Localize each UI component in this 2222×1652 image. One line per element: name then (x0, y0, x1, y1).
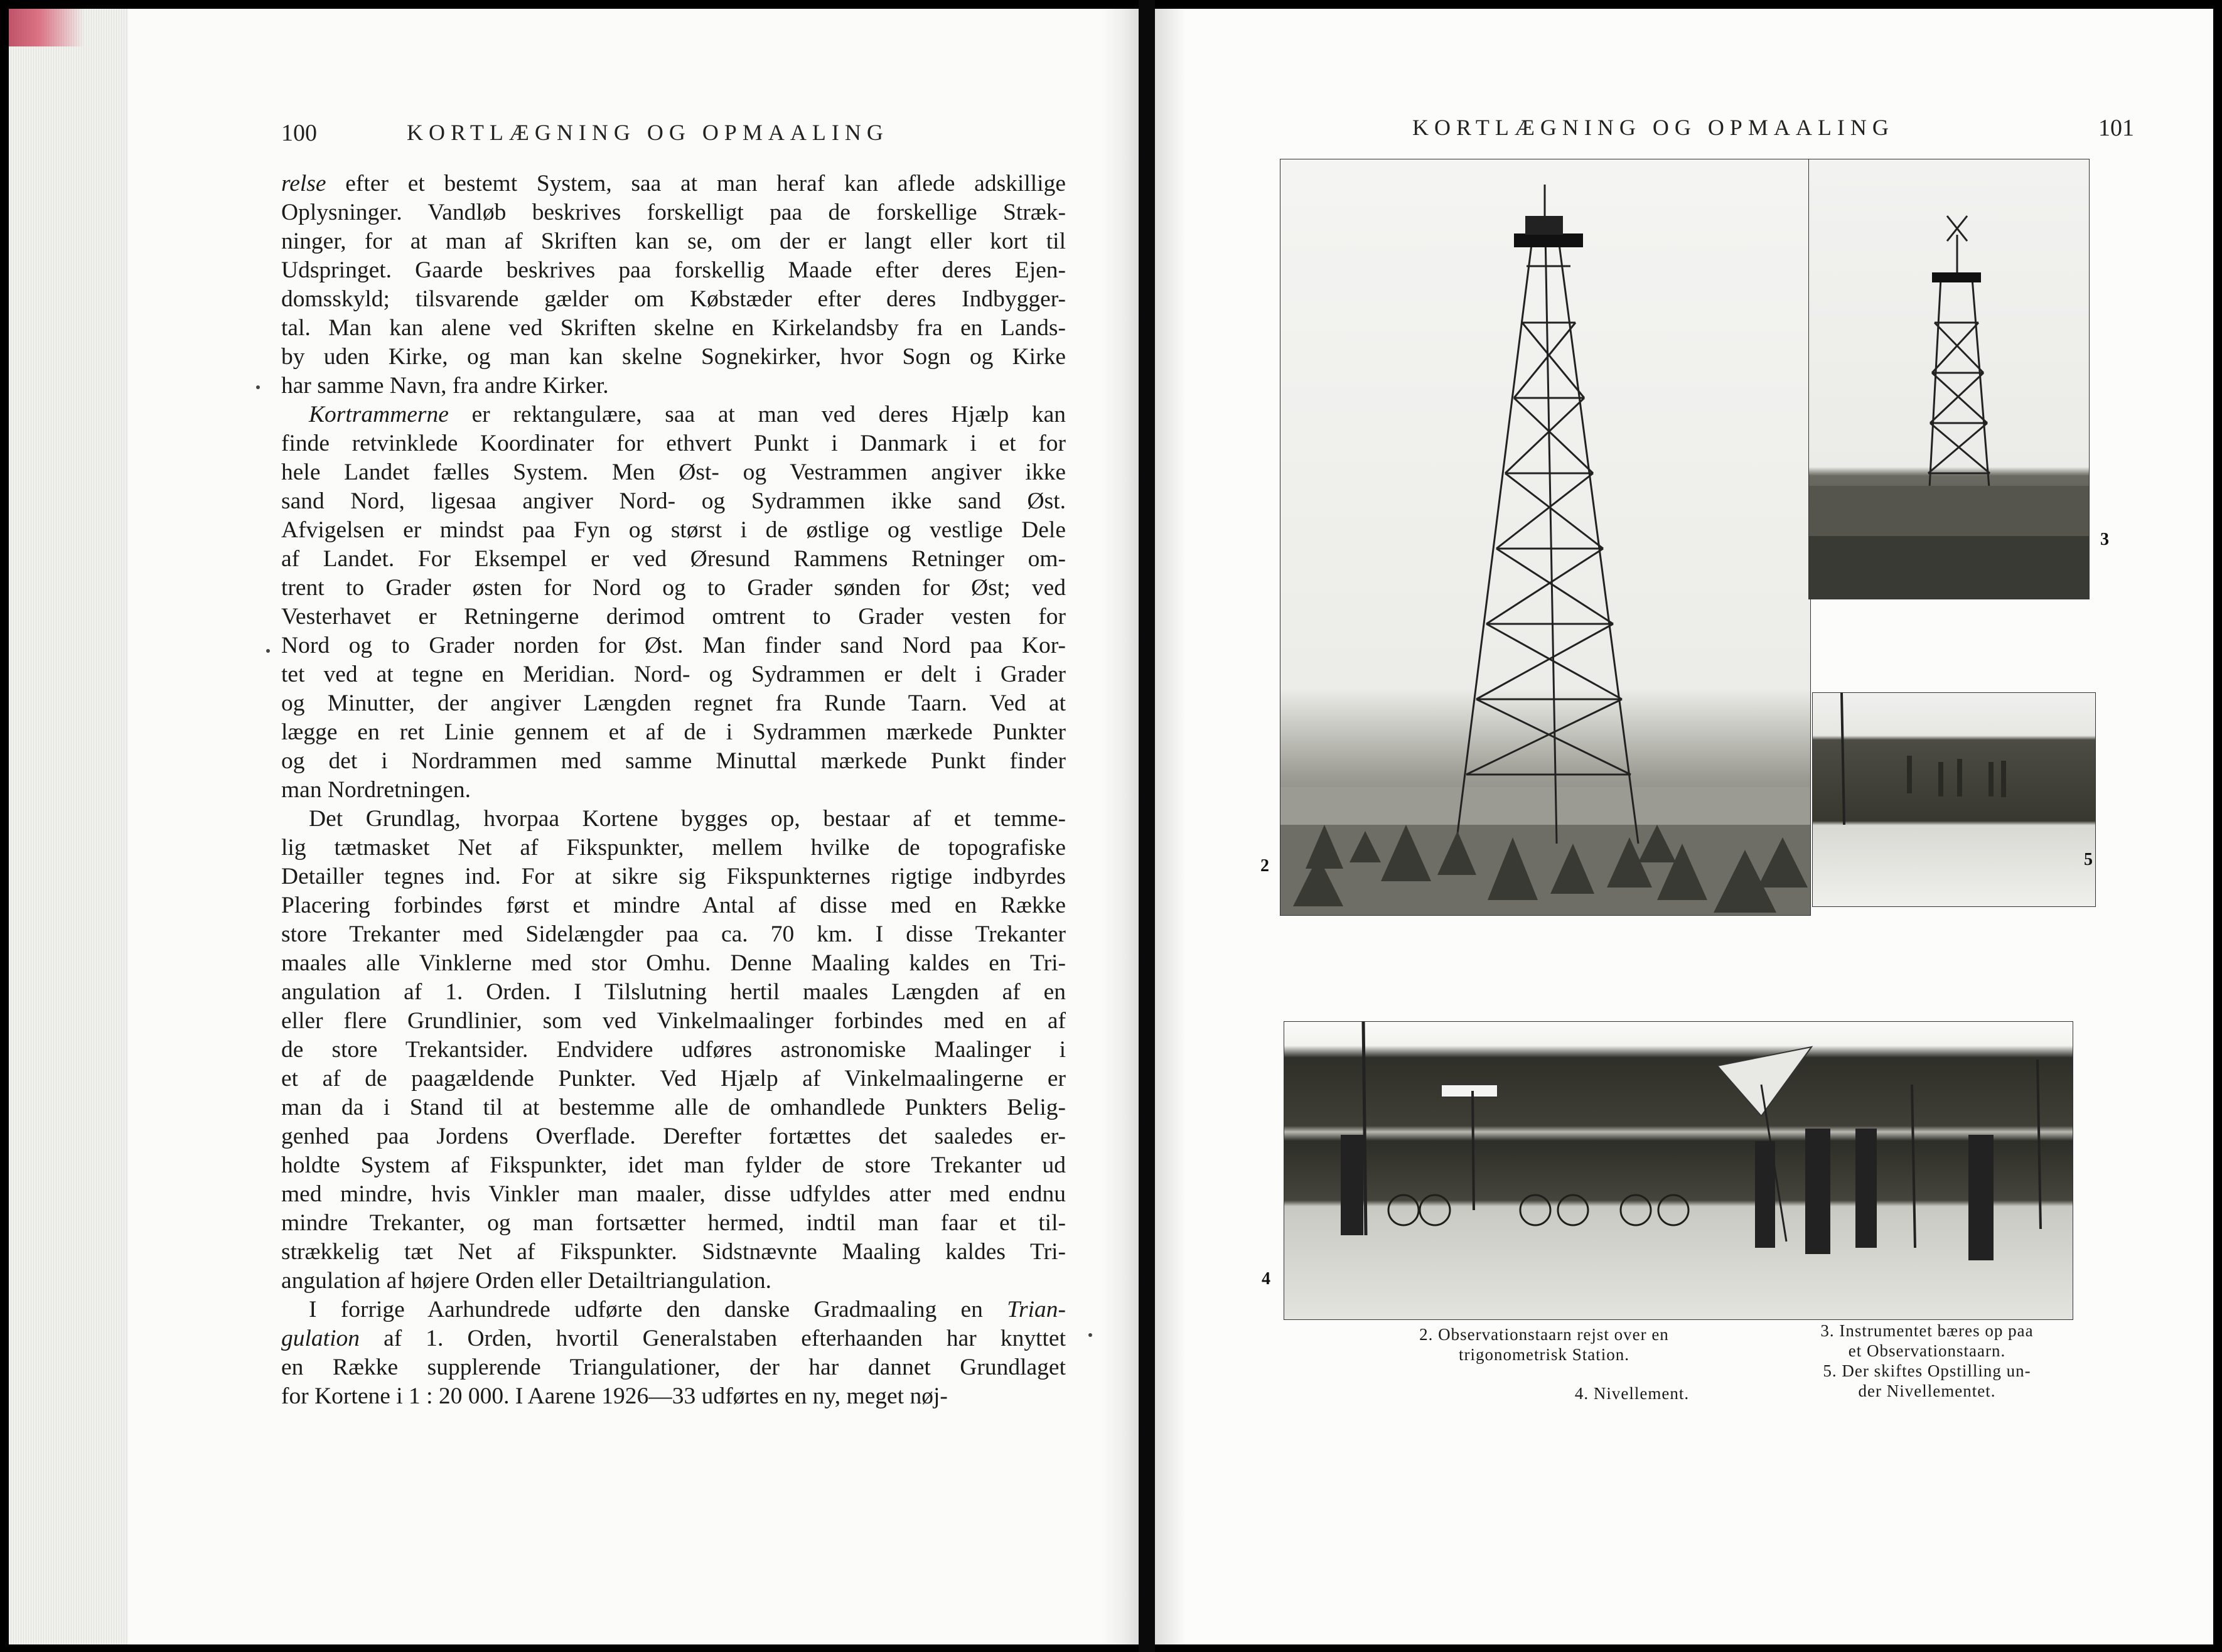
text-line: genhed paa Jordens Overflade. Derefter fortættes det saaledes er- (281, 1124, 1066, 1149)
italic-term: Trian- (1007, 1297, 1066, 1322)
text-line: og Minutter, der angiver Længden regnet fra Runde Taarn. Ved at (281, 690, 1066, 716)
caption-line: et Observationstaarn. (1848, 1341, 2006, 1360)
right-page (1155, 9, 2213, 1644)
text-line: og det i Nordrammen med samme Minuttal mærkede Punkt finder (281, 748, 1066, 774)
text-line: mindre Trekanter, og man fortsætter hermed, indtil man faar et til- (281, 1210, 1066, 1236)
book-gutter (1139, 0, 1155, 1652)
text-line: I forrige Aarhundrede udførte den danske Gradmaaling en Trian- (309, 1297, 1066, 1322)
text-line: eller flere Grundlinier, som ved Vinkelmaalinger forbindes med en af (281, 1008, 1066, 1034)
print-speck (256, 385, 260, 389)
text-line: et af de paagældende Punkter. Ved Hjælp af Vinkelmaalingerne er (281, 1066, 1066, 1092)
text-line: relse efter et bestemt System, saa at man heraf kan aflede adskillige (281, 171, 1066, 196)
red-page-edge (9, 9, 84, 46)
italic-term: relse (281, 171, 326, 196)
text-line: angulation af 1. Orden. I Tilslutning hertil maales Længden af en (281, 979, 1066, 1005)
text-line: sand Nord, ligesaa angiver Nord- og Sydrammen ikke sand Øst. (281, 488, 1066, 514)
body-text (281, 169, 1066, 1411)
caption-line: der Nivellementet. (1858, 1381, 1996, 1400)
running-head-title: KORTLÆGNING OG OPMAALING (407, 120, 889, 145)
photo-levelling-crew (1284, 1022, 2073, 1319)
italic-term: gulation (281, 1326, 360, 1351)
text-line: ninger, for at man af Skriften kan se, om der er langt eller kort til (281, 228, 1066, 254)
text-line: en Række supplerende Triangulationer, der har dannet Grundlaget (281, 1354, 1066, 1380)
figure-number: 3 (2100, 530, 2109, 549)
text-line: af Landet. For Eksempel er ved Øresund Rammens Retninger om- (281, 546, 1066, 572)
figure-number: 5 (2084, 850, 2093, 869)
figure-number: 2 (1260, 856, 1269, 876)
running-header (281, 117, 921, 154)
text-line: lig tætmasket Net af Fikspunkter, mellem hvilke de topografiske (281, 835, 1066, 861)
text-line: de store Trekantsider. Endvidere udføres astronomiske Maalinger i (281, 1037, 1066, 1063)
text-line: hele Landet fælles System. Men Øst- og Vestrammen angiver ikke (281, 459, 1066, 485)
text-line: store Trekanter med Sidelængder paa ca. 70 km. I disse Trekanter (281, 921, 1066, 947)
running-header (1412, 108, 2134, 146)
text-line: man Nordretningen. (281, 777, 471, 803)
text-line: lægge en ret Linie gennem et af de i Sydrammen mærkede Punkter (281, 719, 1066, 745)
text-line: for Kortene i 1 : 20 000. I Aarene 1926—33 udførtes en ny, meget nøj- (281, 1383, 948, 1409)
print-speck (1088, 1333, 1092, 1337)
caption-line: 5. Der skiftes Opstilling un- (1823, 1361, 2031, 1380)
page-number: 101 (2098, 115, 2134, 141)
page-stack-edge (9, 9, 128, 1644)
photo-small-tower (1809, 159, 2089, 599)
running-head-title: KORTLÆGNING OG OPMAALING (1412, 115, 1894, 140)
text-line: Udspringet. Gaarde beskrives paa forskellig Maade efter deres Ejen- (281, 257, 1066, 283)
caption-line: 3. Instrumentet bæres op paa (1820, 1321, 2034, 1340)
text-line: gulation af 1. Orden, hvortil Generalstaben efterhaanden har knyttet (281, 1326, 1066, 1351)
text-line: holdte System af Fikspunkter, idet man fylder de store Trekanter ud (281, 1152, 1066, 1178)
photo-road-levelling (1813, 693, 2095, 906)
text-line: Kortrammerne er rektangulære, saa at man ved deres Hjælp kan (309, 402, 1066, 427)
text-line: angulation af højere Orden eller Detailtriangulation. (281, 1268, 771, 1294)
text-line: tal. Man kan alene ved Skriften skelne en Kirkelandsby fra en Lands- (281, 315, 1066, 341)
italic-term: Kortrammerne (309, 402, 449, 427)
caption-figure-4 (1506, 1383, 1758, 1403)
text-line: by uden Kirke, og man kan skelne Sognekirker, hvor Sogn og Kirke (281, 344, 1066, 370)
page-number: 100 (281, 120, 317, 146)
text-line: Afvigelsen er mindst paa Fyn og størst i de østlige og vestlige Dele (281, 517, 1066, 543)
left-page (9, 9, 1139, 1644)
photo-observation-tower (1280, 159, 1810, 915)
text-line: Placering forbindes først et mindre Antal af disse med en Række (281, 893, 1066, 918)
print-speck (266, 649, 270, 653)
text-line: maales alle Vinklerne med stor Omhu. Denne Maaling kaldes en Tri- (281, 950, 1066, 976)
figure-number: 4 (1262, 1269, 1270, 1289)
text-line: Detailler tegnes ind. For at sikre sig Fikspunkternes rigtige indbyrdes (281, 864, 1066, 889)
caption-line: trigonometrisk Station. (1459, 1345, 1629, 1364)
spine-shadow (1155, 9, 1186, 1644)
text-line: har samme Navn, fra andre Kirker. (281, 373, 609, 399)
caption-figure-2 (1368, 1324, 1720, 1365)
text-line: Det Grundlag, hvorpaa Kortene bygges op, bestaar af et temme- (309, 806, 1066, 832)
text-line: med mindre, hvis Vinkler man maaler, disse udfyldes atter med endnu (281, 1181, 1066, 1207)
text-line: finde retvinklede Koordinater for ethvert Punkt i Danmark i et for (281, 431, 1066, 456)
caption-line: 2. Observationstaarn rejst over en (1419, 1325, 1669, 1344)
text-line: strækkelig tæt Net af Fikspunkter. Sidstnævnte Maaling kaldes Tri- (281, 1239, 1066, 1265)
text-line: trent to Grader østen for Nord og to Grader sønden for Øst; ved (281, 575, 1066, 601)
text-line: Oplysninger. Vandløb beskrives forskelligt paa de forskellige Stræk- (281, 200, 1066, 225)
text-line: tet ved at tegne en Meridian. Nord- og Sydrammen er delt i Grader (281, 662, 1066, 687)
caption-figure-3-5 (1783, 1321, 2071, 1401)
text-line: Vesterhavet er Retningerne derimod omtrent to Grader vesten for (281, 604, 1066, 630)
spine-shadow (1101, 9, 1139, 1644)
caption-line: 4. Nivellement. (1574, 1384, 1690, 1403)
text-line: Nord og to Grader norden for Øst. Man finder sand Nord paa Kor- (281, 633, 1066, 658)
text-line: domsskyld; tilsvarende gælder om Købstæder efter deres Indbygger- (281, 286, 1066, 312)
text-line: man da i Stand til at bestemme alle de omhandlede Punkters Belig- (281, 1095, 1066, 1120)
